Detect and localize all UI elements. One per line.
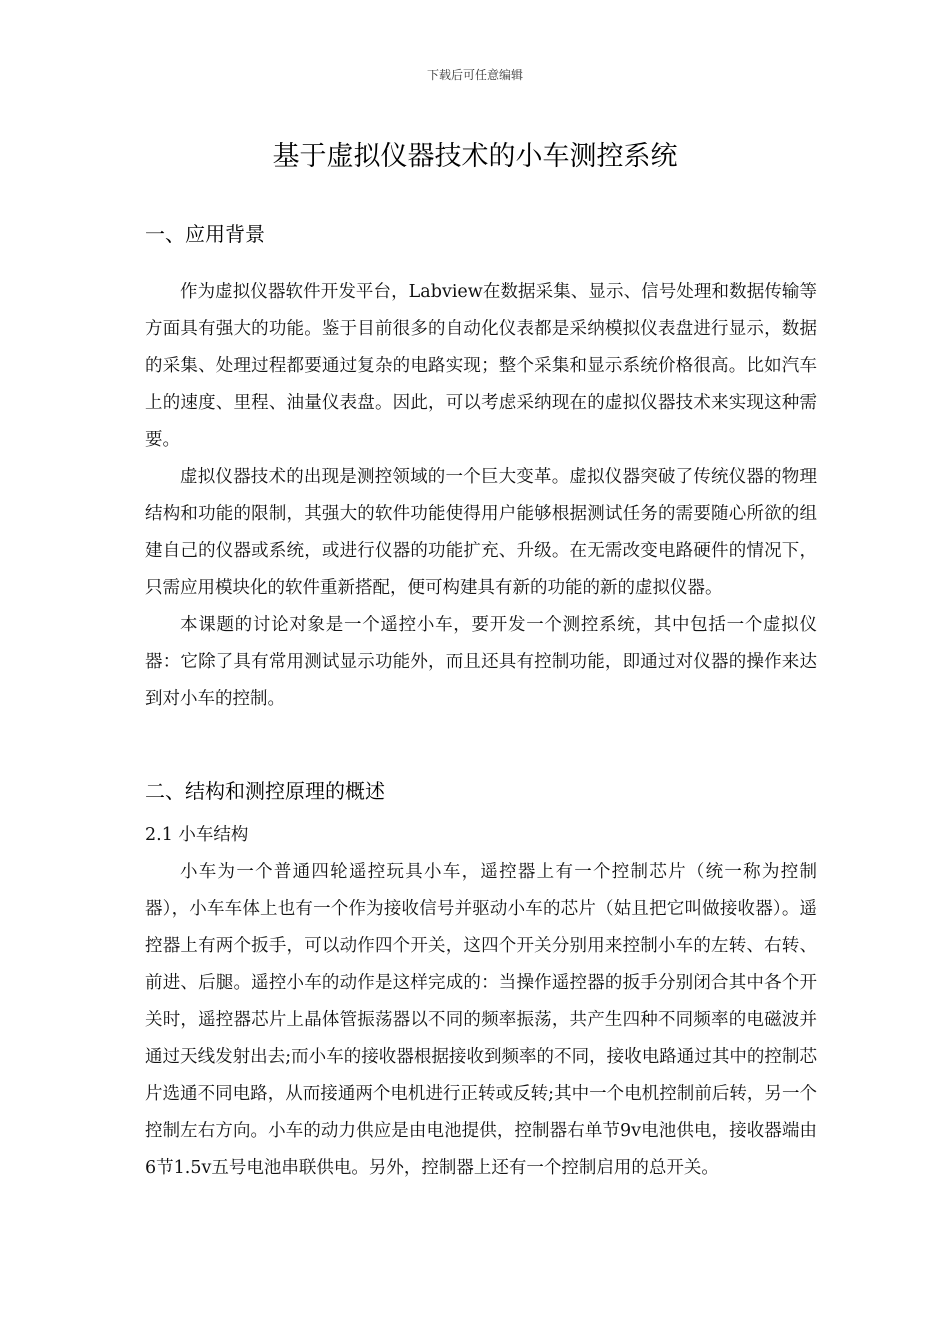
section-structure-body [145,854,817,1187]
section-heading-background: 一、应用背景 [145,222,265,246]
section-heading-structure: 二、结构和测控原理的概述 [145,779,385,803]
document-title: 基于虚拟仪器技术的小车测控系统 [272,141,678,172]
paragraph: 作为虚拟仪器软件开发平台，Labview在数据采集、显示、信号处理和数据传输等方面具有强大的功能。鉴于目前很多的自动化仪表都是采纳模拟仪表盘进行显示，数据的采集、处理过程都要通过复杂的电路实现；整个采集和显示系统价格很高。比如汽车上的速度、里程、油量仪表盘。因此，可以考虑采纳现在的虚拟仪器技术来实现这种需要。 [145,282,817,450]
header-note: 下载后可任意编辑 [426,68,523,82]
section-background-body [145,274,817,718]
paragraph: 虚拟仪器技术的出现是测控领域的一个巨大变革。虚拟仪器突破了传统仪器的物理结构和功能的限制，其强大的软件功能使得用户能够根据测试任务的需要随心所欲的组建自己的仪器或系统，或进行仪器的功能扩充、升级。在无需改变电路硬件的情况下，只需应用模块化的软件重新搭配，便可构建具有新的功能的新的虚拟仪器。 [145,467,817,598]
paragraph: 小车为一个普通四轮遥控玩具小车，遥控器上有一个控制芯片（统一称为控制器），小车车体上也有一个作为接收信号并驱动小车的芯片（姑且把它叫做接收器）。遥控器上有两个扳手，可以动作四个开关，这四个开关分别用来控制小车的左转、右转、前进、后腿。遥控小车的动作是这样完成的：当操作遥控器的扳手分别闭合其中各个开关时，遥控器芯片上晶体管振荡器以不同的频率振荡，共产生四种不同频率的电磁波并通过天线发射出去;而小车的接收器根据接收到频率的不同，接收电路通过其中的控制芯片选通不同电路，从而接通两个电机进行正转或反转;其中一个电机控制前后转，另一个控制左右方向。小车的动力供应是由电池提供，控制器右单节9v电池供电，接收器端由6节1.5v五号电池串联供电。另外，控制器上还有一个控制启用的总开关。 [145,862,817,1178]
subsection-heading-car-structure: 2.1 小车结构 [145,825,249,845]
paragraph: 本课题的讨论对象是一个遥控小车，要开发一个测控系统，其中包括一个虚拟仪器：它除了具有常用测试显示功能外，而且还具有控制功能，即通过对仪器的操作来达到对小车的控制。 [145,615,817,709]
